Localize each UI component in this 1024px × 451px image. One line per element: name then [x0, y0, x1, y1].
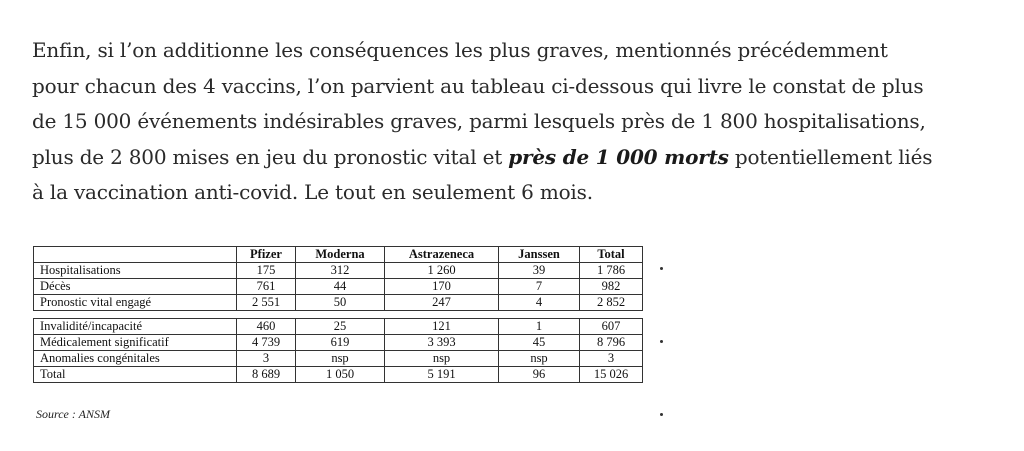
- paragraph-line: pour chacun des 4 vaccins, l’on parvient au tableau ci-dessous qui livre le constat de plus: [32, 73, 924, 98]
- article-paragraph: [32, 33, 992, 211]
- table-header-cell: Moderna: [296, 247, 385, 263]
- value-cell: 3 393: [385, 335, 499, 351]
- value-cell: nsp: [385, 351, 499, 367]
- value-cell: 1: [499, 319, 580, 335]
- paragraph-line: à la vaccination anti-covid. Le tout en seulement 6 mois.: [32, 180, 593, 204]
- value-cell: 1 260: [385, 263, 499, 279]
- value-cell: 50: [296, 295, 385, 311]
- table-header-cell: Janssen: [499, 247, 580, 263]
- value-cell: 44: [296, 279, 385, 295]
- table-header-cell: Astrazeneca: [385, 247, 499, 263]
- value-cell: 170: [385, 279, 499, 295]
- value-cell: 3: [237, 351, 296, 367]
- value-cell: 4: [499, 295, 580, 311]
- paragraph-text: plus de 2 800 mises en jeu du pronostic vital et: [32, 144, 509, 169]
- value-cell: 460: [237, 319, 296, 335]
- value-cell: 39: [499, 263, 580, 279]
- value-cell: nsp: [296, 351, 385, 367]
- row-label-cell: Anomalies congénitales: [34, 351, 237, 367]
- table-row: [34, 319, 643, 335]
- value-cell: 96: [499, 367, 580, 383]
- source-caption: Source : ANSM: [36, 407, 110, 421]
- value-cell: 2 551: [237, 295, 296, 311]
- value-cell: 1 786: [580, 263, 643, 279]
- table-row: [34, 335, 643, 351]
- value-cell: 8 689: [237, 367, 296, 383]
- value-cell: 45: [499, 335, 580, 351]
- value-cell: 4 739: [237, 335, 296, 351]
- value-cell: 619: [296, 335, 385, 351]
- value-cell: 7: [499, 279, 580, 295]
- paragraph-text: potentiellement liés: [728, 144, 933, 169]
- value-cell: 25: [296, 319, 385, 335]
- value-cell: 8 796: [580, 335, 643, 351]
- row-label-cell: Invalidité/incapacité: [34, 319, 237, 335]
- data-table-container: [33, 246, 643, 383]
- value-cell: 607: [580, 319, 643, 335]
- vaccine-adverse-events-table: [33, 246, 643, 383]
- table-row: [34, 263, 643, 279]
- bullet-dot: [660, 340, 663, 343]
- row-label-cell: Décès: [34, 279, 237, 295]
- paragraph-line: Enfin, si l’on additionne les conséquences les plus graves, mentionnés précédemment: [32, 38, 888, 62]
- value-cell: 2 852: [580, 295, 643, 311]
- value-cell: 121: [385, 319, 499, 335]
- table-row: [34, 295, 643, 311]
- table-header-cell: Pfizer: [237, 247, 296, 263]
- value-cell: 761: [237, 279, 296, 295]
- paragraph-line: de 15 000 événements indésirables graves, parmi lesquels près de 1 800 hospitalisations,: [32, 109, 926, 133]
- value-cell: nsp: [499, 351, 580, 367]
- value-cell: 175: [237, 263, 296, 279]
- table-row: [34, 351, 643, 367]
- row-label-cell: Médicalement significatif: [34, 335, 237, 351]
- table-header-cell: [34, 247, 237, 263]
- value-cell: 312: [296, 263, 385, 279]
- row-label-cell: Hospitalisations: [34, 263, 237, 279]
- value-cell: 15 026: [580, 367, 643, 383]
- value-cell: 1 050: [296, 367, 385, 383]
- table-row: [34, 367, 643, 383]
- table-row: [34, 279, 643, 295]
- emphasis-text: près de 1 000 morts: [508, 144, 729, 169]
- paragraph-line: [32, 140, 992, 176]
- row-label-cell: Pronostic vital engagé: [34, 295, 237, 311]
- value-cell: 3: [580, 351, 643, 367]
- bullet-dot: [660, 267, 663, 270]
- value-cell: 982: [580, 279, 643, 295]
- table-header-cell: Total: [580, 247, 643, 263]
- table-header-row: [34, 247, 643, 263]
- table-spacer-row: [34, 311, 643, 319]
- value-cell: 5 191: [385, 367, 499, 383]
- bullet-dot: [660, 413, 663, 416]
- row-label-cell: Total: [34, 367, 237, 383]
- value-cell: 247: [385, 295, 499, 311]
